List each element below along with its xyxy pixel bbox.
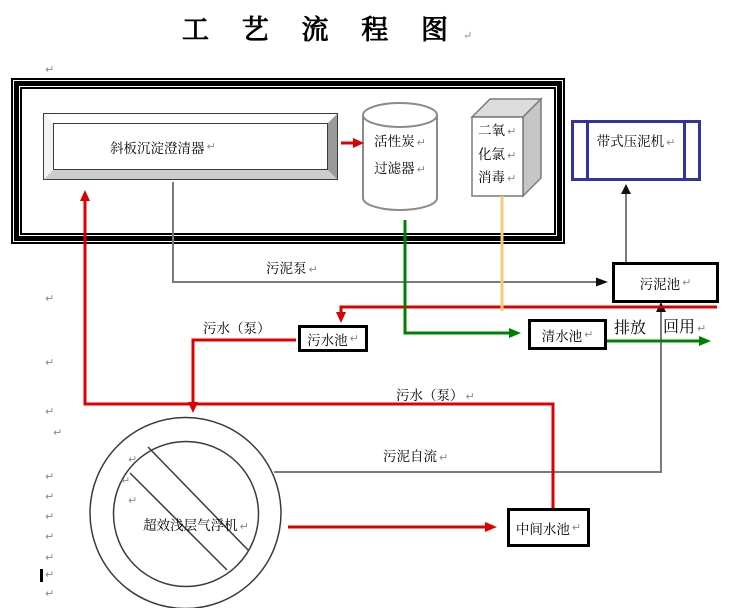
paragraph-mark: ↵: [45, 64, 55, 76]
sewage-pump-upper-label: [203, 317, 271, 337]
sewage-pump-upper-text: 污水（泵）: [203, 321, 271, 336]
paragraph-mark: ↵: [463, 30, 473, 42]
paragraph-mark: ↵: [45, 569, 55, 581]
paragraph-mark: ↵: [45, 531, 55, 543]
sewage-pool-to-flotation-line: [193, 340, 296, 402]
paragraph-mark: ↵: [45, 491, 55, 503]
paragraph-mark: ↵: [45, 293, 55, 305]
paragraph-mark: ↵: [121, 475, 131, 487]
paragraph-mark: ↵: [682, 277, 692, 289]
paragraph-mark: ↵: [439, 452, 449, 464]
intermediate-pool-label: 中间水池: [515, 521, 570, 537]
sludge-pool-box: [612, 262, 719, 303]
sewage-pool-box: [298, 325, 368, 352]
disinfection-line1: 二氧: [478, 123, 505, 138]
paragraph-mark: ↵: [584, 329, 594, 341]
disinfection-line3: 消毒: [478, 170, 505, 185]
clear-pool-label: 清水池: [541, 328, 583, 344]
paragraph-mark: ↵: [239, 521, 249, 533]
flotation-circle-symbol: [90, 418, 281, 608]
arrow-into-clarifier: [80, 190, 90, 201]
sewage-pump-lower-text: 污水（泵）: [396, 388, 464, 403]
clarifier-label: 斜板沉淀澄清器: [110, 140, 205, 156]
arrow-into-clear-pool: [509, 328, 521, 338]
paragraph-mark: ↵: [45, 406, 55, 418]
sludge-gravity-label: [383, 445, 448, 465]
paragraph-mark: ↵: [507, 149, 517, 162]
intermediate-to-clarifier-line: [85, 200, 553, 508]
carbon-filter-label: [363, 129, 437, 183]
arrow-into-sludge-pool: [596, 278, 608, 287]
paragraph-mark: ↵: [507, 126, 517, 138]
paragraph-mark: ↵: [416, 164, 426, 176]
arrow-into-intermediate-pool: [485, 522, 497, 532]
flotation-label: [138, 514, 254, 534]
sludge-pump-label: [266, 257, 318, 277]
text-cursor[interactable]: [40, 569, 43, 582]
paragraph-mark: ↵: [697, 323, 707, 335]
paragraph-mark: ↵: [45, 471, 55, 483]
discharge-text: 排放: [614, 320, 647, 337]
sludge-gravity-text: 污泥自流: [383, 449, 437, 464]
paragraph-mark: ↵: [507, 173, 517, 185]
paragraph-mark: ↵: [666, 137, 676, 149]
carbon-filter-line2: 过滤器: [374, 161, 415, 176]
paragraph-mark: ↵: [416, 137, 426, 149]
carbon-filter-line1: 活性炭: [374, 134, 415, 149]
page-title: [182, 8, 472, 47]
arrow-into-sewage-pool: [336, 312, 346, 323]
paragraph-mark: ↵: [308, 264, 318, 276]
flotation-label-text: 超效浅层气浮机: [143, 518, 238, 533]
clear-pool-box: [528, 319, 607, 350]
paragraph-mark: ↵: [571, 522, 582, 534]
arrow-into-flotation: [188, 402, 198, 413]
belt-press-box: [571, 120, 701, 181]
reuse-label: [663, 314, 706, 337]
page-title-text: 工 艺 流 程 图: [182, 15, 461, 45]
sludge-pump-text: 污泥泵: [266, 261, 307, 276]
sludge-pool-label: 污泥池: [639, 276, 681, 292]
sewage-pump-lower-label: [396, 384, 475, 404]
arrow-discharge-reuse: [699, 336, 711, 346]
filter-to-clearpool-line: [405, 220, 510, 333]
paragraph-mark: ↵: [45, 588, 55, 600]
disinfection-line2: 化氯: [478, 146, 505, 162]
discharge-label: [614, 315, 646, 338]
reuse-text: 回用: [663, 319, 696, 336]
paragraph-mark: ↵: [349, 333, 359, 345]
paragraph-mark: ↵: [45, 552, 55, 564]
arrow-into-belt-press: [621, 184, 631, 194]
paragraph-mark: ↵: [45, 357, 55, 369]
paragraph-mark: ↵: [45, 511, 55, 523]
sewage-pool-label: 污水池: [307, 332, 348, 348]
paragraph-mark: ↵: [128, 454, 138, 466]
paragraph-mark: ↵: [465, 391, 475, 403]
intermediate-pool-box: [507, 508, 590, 547]
paragraph-mark: ↵: [53, 427, 63, 439]
clarifier-box: [43, 113, 338, 180]
paragraph-mark: ↵: [128, 495, 138, 507]
clarifier-bevel: [44, 114, 337, 179]
paragraph-mark: ↵: [206, 141, 216, 153]
disinfection-label: [478, 120, 524, 191]
clarifier-inner: [53, 123, 328, 170]
belt-press-label: 带式压泥机: [596, 134, 665, 149]
